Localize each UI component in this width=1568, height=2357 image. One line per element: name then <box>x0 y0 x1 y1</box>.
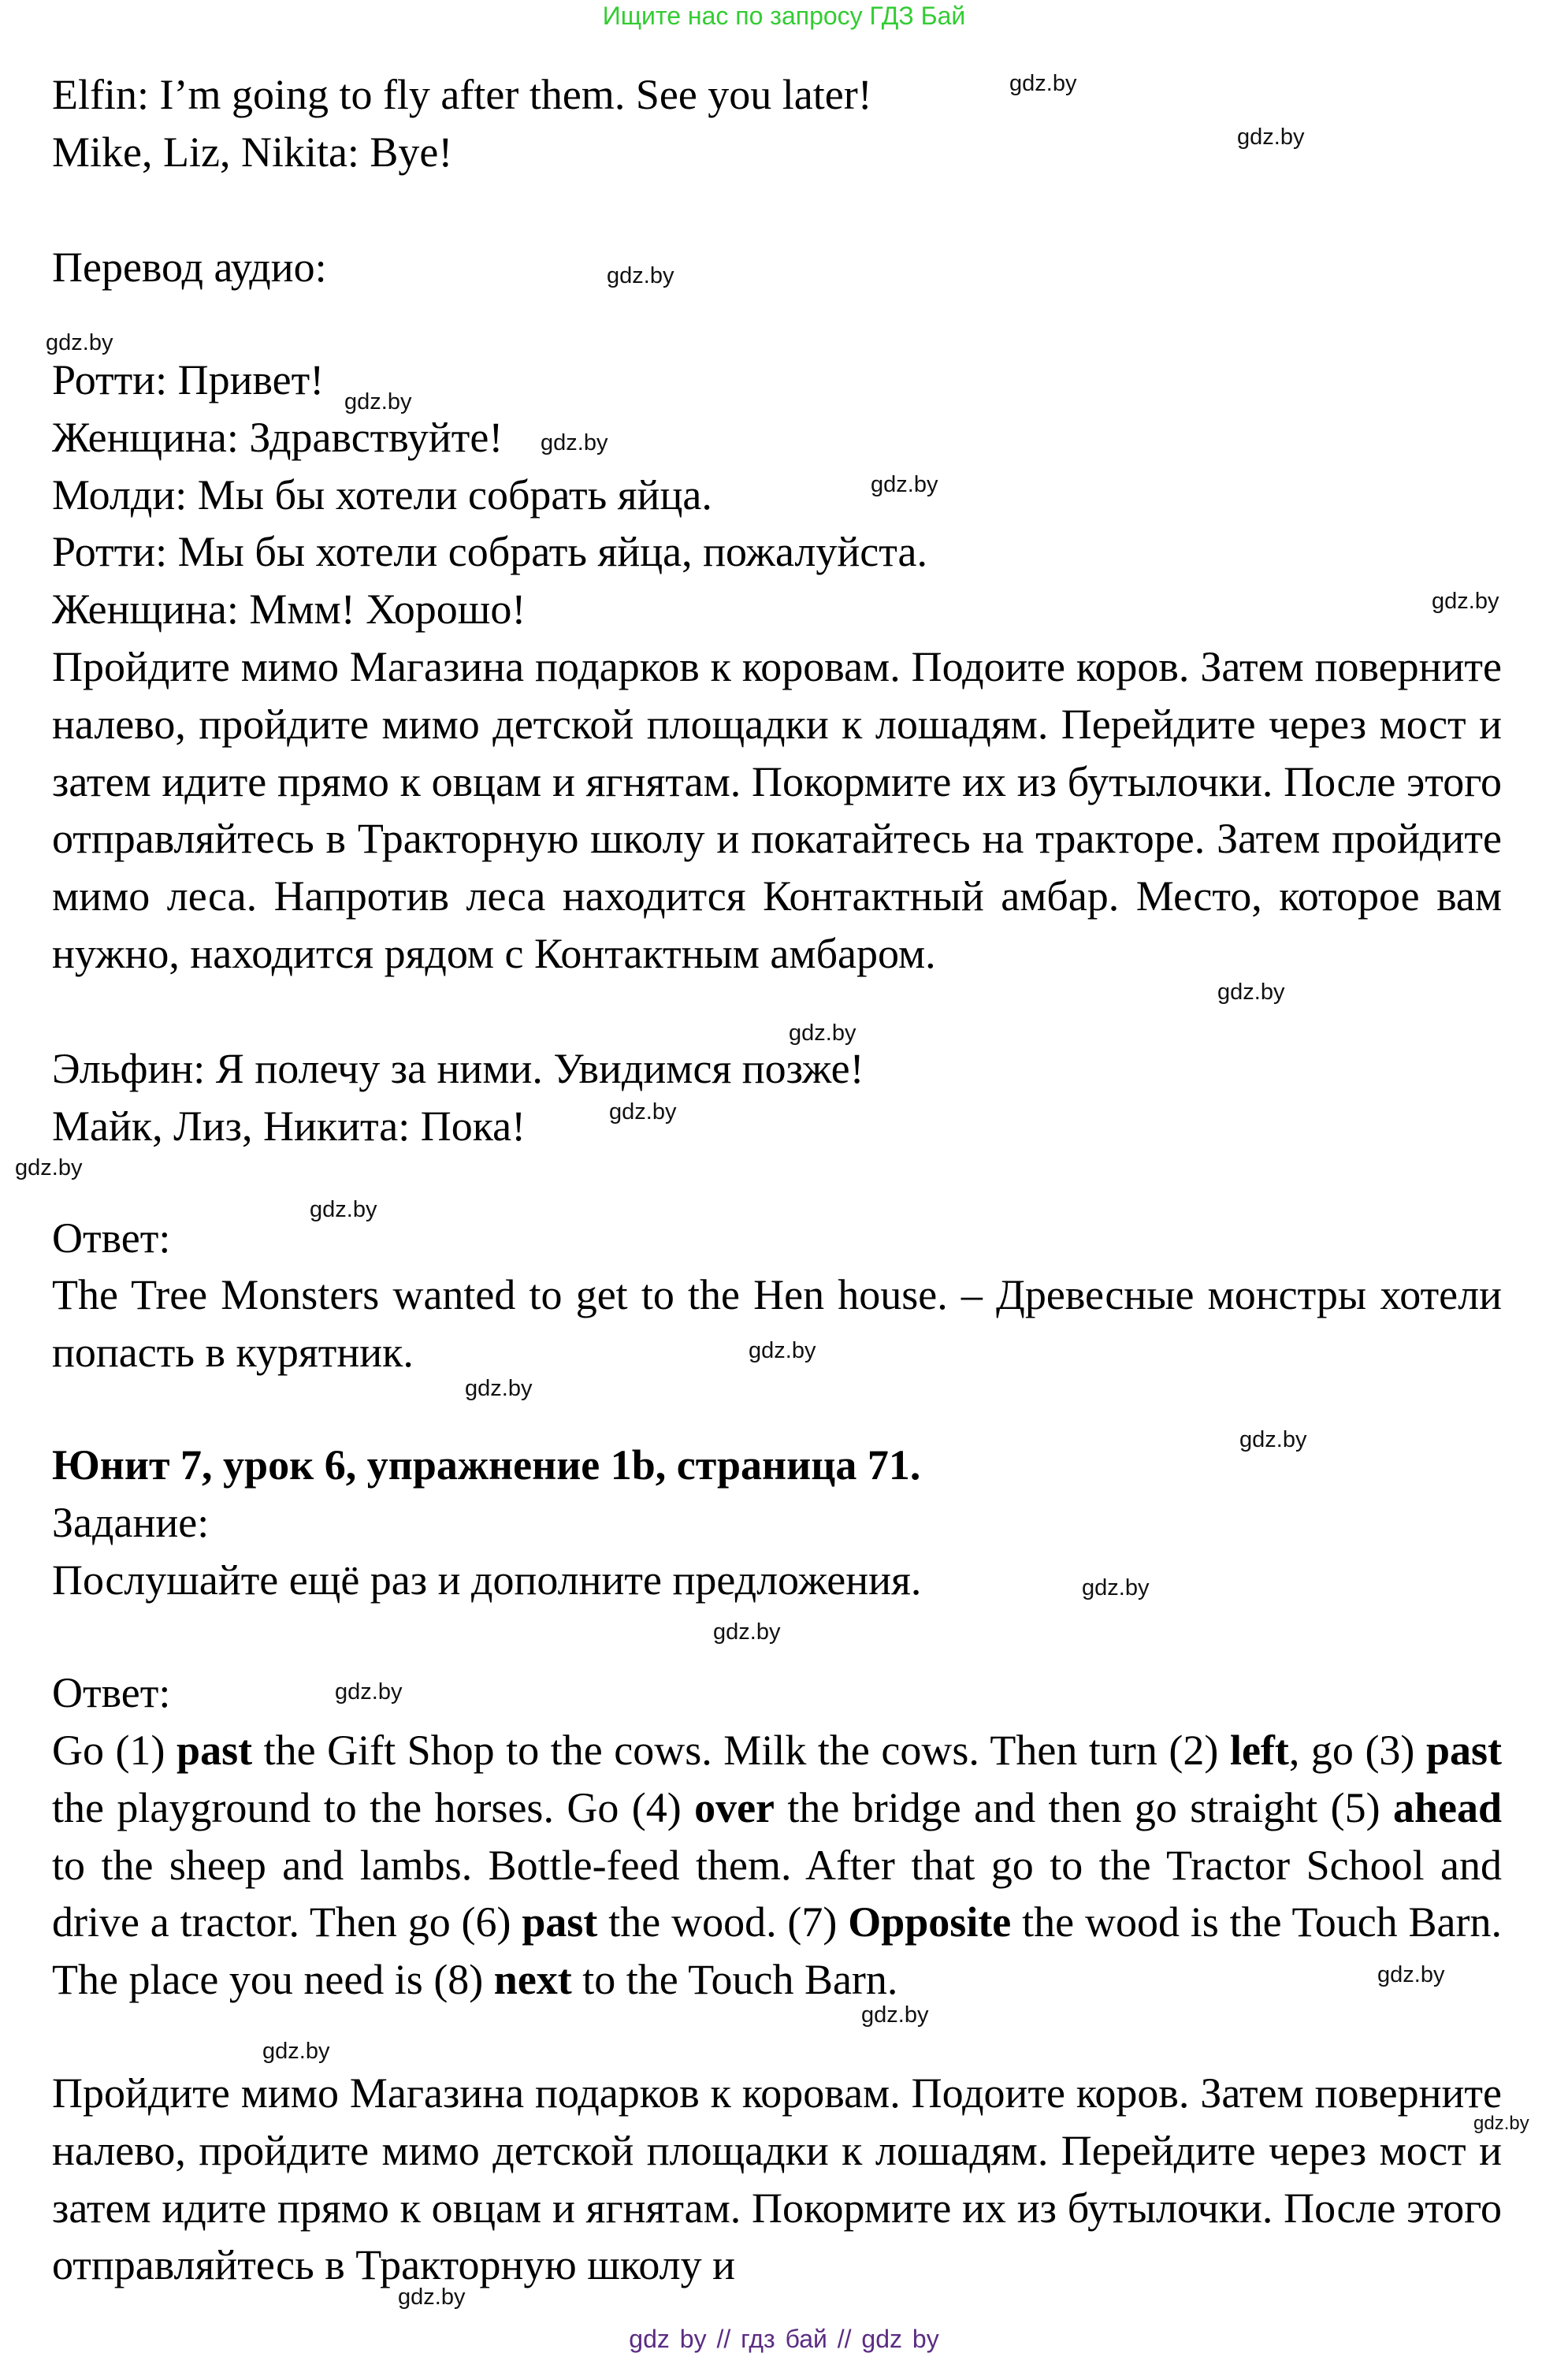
answer-word-bold: next <box>493 1956 572 2004</box>
task-label: Задание: <box>52 1499 210 1546</box>
answer-text-segment: the Gift Shop to the cows. Milk the cows. Then turn (2) <box>252 1727 1230 1774</box>
watermark: gdz.by <box>1217 980 1285 1005</box>
dialogue-line: Mike, Liz, Nikita: Bye! <box>52 128 453 176</box>
watermark: gdz.by <box>398 2285 466 2310</box>
answer-text-segment: to the Touch Barn. <box>571 1956 898 2004</box>
answer-text-segment: the bridge and then go straight (5) <box>775 1783 1393 1831</box>
answer-text-segment: , go (3) <box>1288 1727 1426 1774</box>
footer-links: gdz by // гдз бай // gdz by <box>629 2325 939 2353</box>
answer-word-bold: past <box>1425 1727 1502 1774</box>
answer-text-segment: the playground to the horses. Go (4) <box>52 1783 695 1831</box>
answer-word-bold: Opposite <box>848 1898 1012 1946</box>
answer-text-segment: the wood is the Touch Barn. The place you need is (8) <box>52 1898 1502 2004</box>
answer-text: The Tree Monsters wanted to get to the Hen house. – Древесные монстры хотели попасть в курятник. <box>52 1271 1502 1376</box>
translation-line: Ротти: Привет! <box>52 356 325 403</box>
answer-text-segment: the wood. (7) <box>597 1898 849 1946</box>
watermark: gdz.by <box>1082 1575 1150 1600</box>
answer-word-bold: left <box>1229 1727 1289 1774</box>
watermark: gdz.by <box>310 1197 377 1222</box>
translation-title: Перевод аудио: <box>52 244 327 291</box>
watermark: gdz.by <box>609 1099 677 1125</box>
exercise-heading: Юнит 7, урок 6, упражнение 1b, страница 71. <box>52 1441 921 1489</box>
translation-line: Ротти: Мы бы хотели собрать яйца, пожалуйста. <box>52 528 927 575</box>
watermark: gdz.by <box>1473 2113 1529 2134</box>
watermark: gdz.by <box>1237 125 1305 150</box>
dialogue-line: Elfin: I’m going to fly after them. See you later! <box>52 71 872 118</box>
translation-line: Женщина: Здравствуйте! <box>52 414 503 461</box>
answer-text-segment: to the sheep and lambs. Bottle-feed them. After that go to the Tractor School and drive a tractor. Then go (6) <box>52 1841 1502 1946</box>
answer-word-bold: ahead <box>1392 1783 1502 1831</box>
watermark: gdz.by <box>871 472 938 497</box>
watermark: gdz.by <box>789 1020 856 1046</box>
translation-line: Майк, Лиз, Никита: Пока! <box>52 1102 526 1150</box>
answer-label: Ответ: <box>52 1214 171 1262</box>
watermark: gdz.by <box>1377 1962 1445 1987</box>
watermark: gdz.by <box>1432 589 1499 614</box>
watermark: gdz.by <box>262 2039 330 2064</box>
translation-paragraph: Пройдите мимо Магазина подарков к коровам. Подоите коров. Затем поверните налево, пройдите мимо детской площадки к лошадям. Перейдите через мост и затем идите прямо к овцам и ягнятам. Покормите их из бутылочки. После этого отправляйтесь в Тракторную школу и покатайтесь на тракторе. Затем пройдите мимо леса. Напротив леса находится Контактный амбар. Место, которое вам нужно, находится рядом с Контактным амбаром. <box>52 643 1502 977</box>
watermark: gdz.by <box>861 2002 929 2028</box>
task-text: Послушайте ещё раз и дополните предложения. <box>52 1556 922 1604</box>
answer-word-bold: past <box>522 1898 598 1946</box>
answer-label: Ответ: <box>52 1669 171 1716</box>
translation-line: Молди: Мы бы хотели собрать яйца. <box>52 471 712 519</box>
watermark: gdz.by <box>607 263 674 288</box>
watermark: gdz.by <box>749 1338 816 1363</box>
watermark: gdz.by <box>713 1619 781 1645</box>
translation-paragraph: Пройдите мимо Магазина подарков к коровам. Подоите коров. Затем поверните налево, пройдите мимо детской площадки к лошадям. Перейдите через мост и затем идите прямо к овцам и ягнятам. Покормите их из бутылочки. После этого отправляйтесь в Тракторную школу и <box>52 2069 1502 2289</box>
watermark: gdz.by <box>15 1155 83 1180</box>
watermark: gdz.by <box>335 1679 403 1705</box>
top-banner: Ищите нас по запросу ГДЗ Бай <box>602 2 966 30</box>
watermark: gdz.by <box>344 389 412 415</box>
watermark: gdz.by <box>1239 1427 1307 1452</box>
translation-line: Эльфин: Я полечу за ними. Увидимся позже! <box>52 1045 864 1092</box>
answer-word-bold: over <box>694 1783 775 1831</box>
answer-paragraph <box>52 1722 1502 2009</box>
watermark: gdz.by <box>465 1376 533 1401</box>
watermark: gdz.by <box>541 430 608 455</box>
watermark: gdz.by <box>46 330 113 355</box>
watermark: gdz.by <box>1009 71 1077 96</box>
answer-word-bold: past <box>176 1727 253 1774</box>
translation-line: Женщина: Ммм! Хорошо! <box>52 586 526 633</box>
answer-text-segment: Go (1) <box>52 1727 177 1774</box>
